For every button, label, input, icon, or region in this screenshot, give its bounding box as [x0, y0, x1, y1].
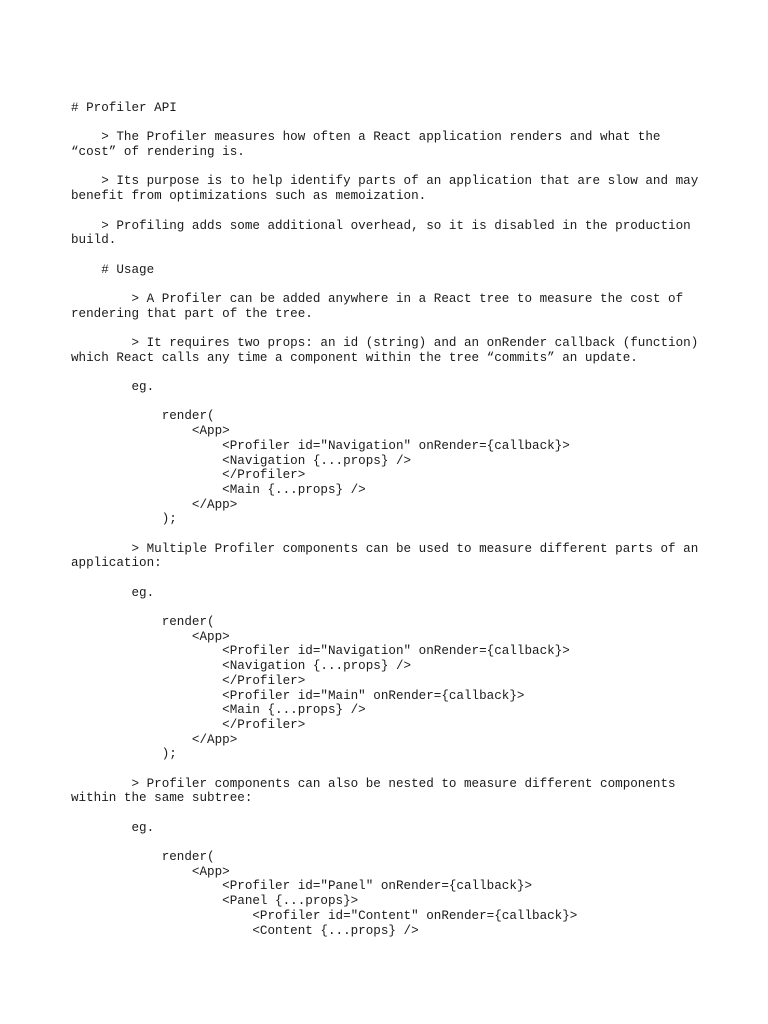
document-line: render(: [71, 615, 215, 630]
document-line: > A Profiler can be added anywhere in a React tree to measure the cost of: [71, 291, 684, 306]
document-line: [71, 160, 711, 175]
document-line: </App>: [71, 732, 238, 747]
document-line: [71, 571, 711, 586]
document-line: > Multiple Profiler components can be used to measure different parts of an: [71, 541, 699, 556]
document-line: );: [71, 512, 177, 527]
document-line: # Profiler API: [71, 101, 177, 115]
document-line: > The Profiler measures how often a React application renders and what the: [71, 130, 661, 145]
document-line: render(: [71, 409, 215, 424]
document-line: <Navigation {...props} />: [71, 453, 412, 468]
document-line: <Profiler id="Content" onRender={callback}>: [71, 908, 578, 923]
document-line: [71, 321, 711, 336]
document-line: [71, 116, 711, 131]
document-line: benefit from optimizations such as memoization.: [71, 189, 427, 204]
document-line: </Profiler>: [71, 717, 306, 732]
document-line: <Main {...props} />: [71, 482, 366, 497]
document-line: <Panel {...props}>: [71, 894, 359, 909]
document-line: <Profiler id="Panel" onRender={callback}>: [71, 879, 533, 894]
document-line: [71, 365, 711, 380]
document-line: );: [71, 747, 177, 762]
document-line: <Profiler id="Main" onRender={callback}>: [71, 688, 525, 703]
document-line: eg.: [71, 585, 155, 600]
document-line: “cost” of rendering is.: [71, 145, 245, 160]
document-line: <App>: [71, 424, 230, 439]
document-line: > It requires two props: an id (string) and an onRender callback (function): [71, 336, 699, 350]
document-line: <Profiler id="Navigation" onRender={callback}>: [71, 644, 570, 659]
document-page: [71, 101, 711, 938]
document-line: render(: [71, 850, 215, 865]
document-line: [71, 762, 711, 777]
document-line: > Profiling adds some additional overhead, so it is disabled in the production: [71, 218, 691, 233]
document-line: <App>: [71, 629, 230, 644]
document-line: </Profiler>: [71, 673, 306, 688]
document-line: which React calls any time a component within the tree “commits” an update.: [71, 350, 638, 365]
document-line: [71, 395, 711, 410]
document-line: [71, 600, 711, 615]
document-line: [71, 806, 711, 821]
document-line: </App>: [71, 497, 238, 512]
document-line: <Profiler id="Navigation" onRender={callback}>: [71, 438, 570, 453]
document-line: eg.: [71, 820, 155, 835]
document-line: [71, 277, 711, 292]
document-line: <Main {...props} />: [71, 703, 366, 718]
document-line: within the same subtree:: [71, 791, 253, 806]
document-line: # Usage: [71, 262, 155, 277]
document-line: > Its purpose is to help identify parts of an application that are slow and may: [71, 174, 699, 189]
document-line: [71, 248, 711, 263]
document-line: eg.: [71, 380, 155, 395]
document-line: <Content {...props} />: [71, 923, 419, 938]
document-line: build.: [71, 233, 117, 248]
document-line: application:: [71, 556, 162, 571]
document-line: <App>: [71, 864, 230, 879]
document-line: rendering that part of the tree.: [71, 306, 313, 321]
document-line: <Navigation {...props} />: [71, 659, 412, 674]
document-line: [71, 204, 711, 219]
document-line: </Profiler>: [71, 468, 306, 483]
document-line: [71, 835, 711, 850]
document-line: > Profiler components can also be nested to measure different components: [71, 776, 676, 791]
document-line: [71, 527, 711, 542]
